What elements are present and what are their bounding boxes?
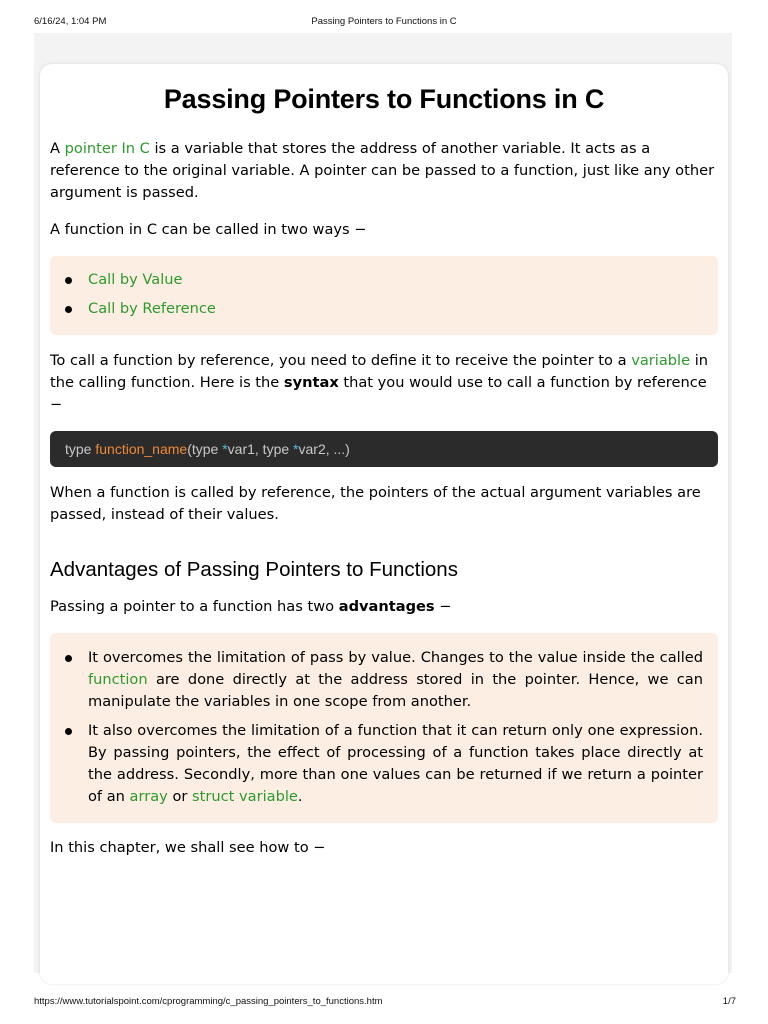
list-item: It also overcomes the limitation of a function that it can return only one expression. By passing pointers, the effect of processing of a function takes place directly at the address. Secondly, more than one values can be returned if we return a pointer of an array or struct variable. (50, 720, 703, 808)
struct-variable-link[interactable]: struct variable (192, 788, 298, 805)
pointer-in-c-link[interactable]: pointer In C (64, 140, 150, 157)
page-title: Passing Pointers to Functions in C (163, 84, 605, 114)
ways-intro: A function in C can be called in two ways − (50, 221, 367, 238)
intro-paragraph: A pointer In C is a variable that stores the address of another variable. It acts as a reference to the original variable. A pointer can be passed to a function, just like any other argument is passed. (50, 140, 715, 201)
list-item (50, 298, 718, 320)
print-header (0, 16, 768, 30)
list-item: It overcomes the limitation of pass by value. Changes to the value inside the called function are done directly at the address stored in the pointer. Hence, we can manipulate the variables in one scope from another. (50, 647, 703, 713)
list-item (50, 269, 718, 291)
call-by-reference-link[interactable]: Call by Reference (88, 300, 216, 317)
bullet-icon (65, 655, 72, 662)
function-link[interactable]: function (88, 671, 148, 688)
page-number: 1/7 (722, 996, 736, 1007)
variable-link[interactable]: variable (631, 352, 691, 369)
advantages-list (50, 633, 718, 808)
print-date: 6/16/24, 1:04 PM (34, 16, 107, 27)
print-footer (0, 996, 768, 1010)
after-code-paragraph: When a function is called by reference, the pointers of the actual argument variables are passed, instead of their values. (50, 484, 701, 523)
reference-paragraph: To call a function by reference, you need to define it to receive the pointer to a variable in the calling function. Here is the syntax that you would use to call a function by reference − (50, 352, 709, 413)
bullet-icon (65, 728, 72, 735)
print-url: https://www.tutorialspoint.com/cprogramming/c_passing_pointers_to_functions.htm (34, 996, 383, 1007)
ways-list (50, 256, 718, 320)
array-link[interactable]: array (129, 788, 168, 805)
advantages-intro: Passing a pointer to a function has two advantages − (50, 598, 452, 615)
bullet-icon (65, 277, 72, 284)
call-by-value-link[interactable]: Call by Value (88, 271, 183, 288)
print-page-title: Passing Pointers to Functions in C (311, 16, 457, 27)
bullet-icon (65, 306, 72, 313)
advantages-list-box (50, 633, 718, 823)
chapter-intro: In this chapter, we shall see how to − (50, 839, 326, 856)
section-heading: Advantages of Passing Pointers to Functions (50, 558, 458, 581)
ways-list-box (50, 256, 718, 335)
code-function-name: function_name (95, 441, 188, 457)
syntax-code-block: type function_name(type *var1, type *var2, ...) (50, 431, 718, 467)
